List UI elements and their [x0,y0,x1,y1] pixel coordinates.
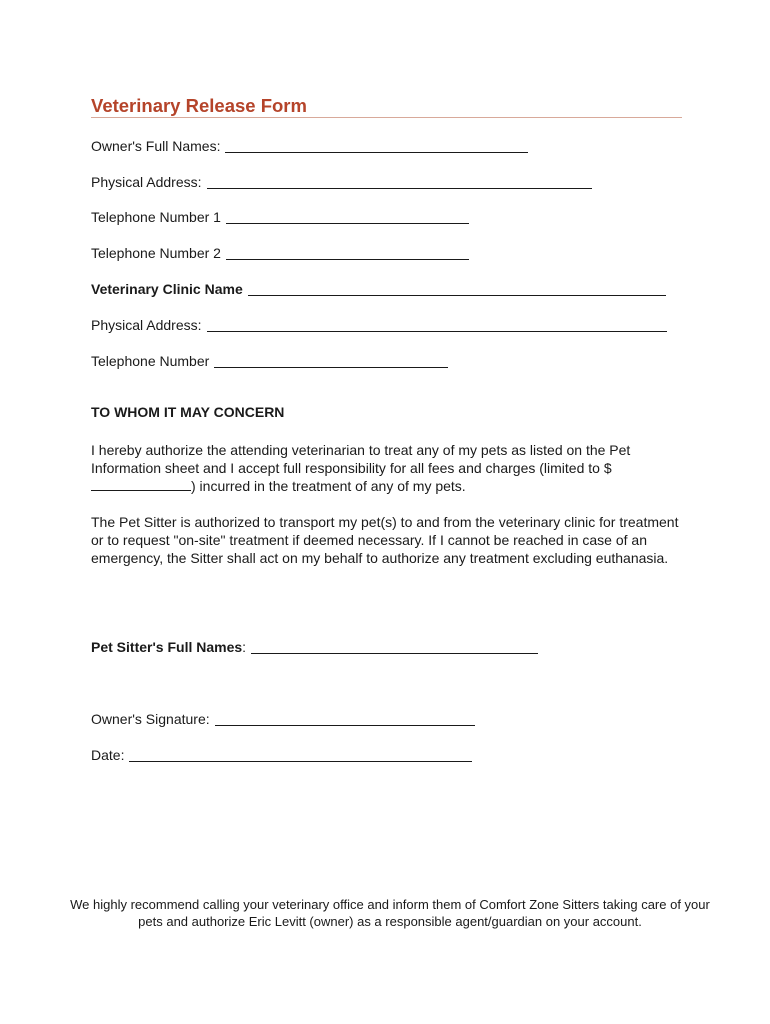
owner-signature-field[interactable] [215,711,475,726]
owner-phone1-field[interactable] [226,209,469,224]
clinic-phone-row [91,352,448,370]
clinic-address-field[interactable] [207,317,667,332]
clinic-phone-field[interactable] [214,353,448,368]
transport-paragraph: The Pet Sitter is authorized to transport my pet(s) to and from the veterinary clinic for treatment or to request "on-site" treatment if deemed necessary. If I cannot be reached in case of an emergency, the Sitter shall act on my behalf to authorize any treatment excluding euthanasia. [91,514,679,567]
sitter-names-row [91,638,538,656]
owner-address-field[interactable] [207,174,592,189]
owner-full-names-field[interactable] [225,138,528,153]
fee-limit-field[interactable] [91,478,191,491]
date-field[interactable] [129,747,472,762]
clinic-name-label: Veterinary Clinic Name [91,281,243,297]
sitter-names-label: Pet Sitter's Full Names [91,639,243,655]
authorization-paragraph [91,441,691,496]
owner-phone2-row [91,244,469,262]
clinic-phone-label: Telephone Number [91,353,210,369]
owner-phone2-field[interactable] [226,245,469,260]
section-heading: TO WHOM IT MAY CONCERN [91,404,285,420]
footer-note: We highly recommend calling your veterinary office and inform them of Comfort Zone Sitters taking care of your pets and authorize Eric Levitt (owner) as a responsible agent/guardian on your account. [70,897,710,929]
owner-address-row [91,173,592,191]
form-title: Veterinary Release Form [91,95,307,116]
clinic-name-row [91,280,666,298]
sitter-names-colon: : [242,639,247,655]
authorization-text-start: I hereby authorize the attending veterinarian to treat any of my pets as listed on the Pet Information sheet and I accept full responsibility for all fees and charges (limited to $ [91,442,631,477]
title-divider [91,117,682,118]
clinic-name-field[interactable] [248,281,666,296]
owner-address-label: Physical Address: [91,174,202,190]
owner-phone2-label: Telephone Number 2 [91,245,221,261]
clinic-address-row [91,316,667,334]
owner-full-names-label: Owner's Full Names: [91,138,221,154]
clinic-address-label: Physical Address: [91,317,202,333]
owner-phone1-row [91,208,469,226]
authorization-text-end: ) incurred in the treatment of any of my pets. [191,478,466,495]
date-row [91,746,472,764]
sitter-names-field[interactable] [251,639,538,654]
owner-signature-row [91,710,475,728]
owner-full-names-row [91,137,528,155]
date-label: Date: [91,747,125,763]
owner-signature-label: Owner's Signature: [91,711,210,727]
owner-phone1-label: Telephone Number 1 [91,209,221,225]
